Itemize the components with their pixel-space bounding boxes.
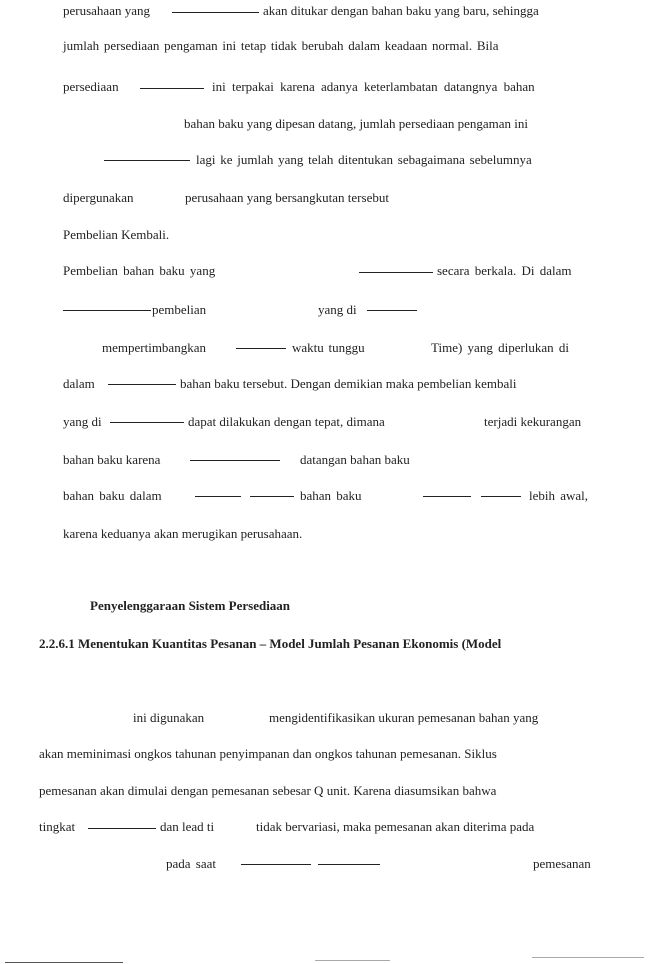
- p2-l2-a: pembelian: [152, 302, 207, 317]
- p2-l6-b: datangan bahan baku: [300, 452, 410, 467]
- blank-line: [140, 88, 204, 89]
- p3-l4-a: tingkat: [39, 819, 76, 834]
- p2-l7-a: bahan baku dalam: [63, 488, 162, 503]
- blank-line: [104, 160, 190, 161]
- p2-l7-c: lebih awal,: [529, 488, 589, 503]
- heading-pembelian-kembali: Pembelian Kembali.: [63, 227, 170, 242]
- p3-l4-b: dan lead ti: [160, 819, 215, 834]
- p2-l8: karena keduanya akan merugikan perusahaan.: [63, 526, 303, 541]
- p2-l5-a: yang di: [63, 414, 102, 429]
- p2-l4-a: dalam: [63, 376, 95, 391]
- p1-l5: lagi ke jumlah yang telah ditentukan sebagaimana sebelumnya: [196, 152, 532, 167]
- blank-line: [423, 496, 471, 497]
- blank-line: [110, 422, 184, 423]
- p2-l3-c: Time) yang diperlukan di: [431, 340, 570, 355]
- blank-line: [63, 310, 151, 311]
- p3-l1-a: ini digunakan: [133, 710, 205, 725]
- blank-line: [367, 310, 417, 311]
- blank-line: [108, 384, 176, 385]
- p1-l6-b: perusahaan yang bersangkutan tersebut: [185, 190, 389, 205]
- p1-l3-b: ini terpakai karena adanya keterlambatan datangnya bahan: [212, 79, 535, 94]
- blank-line: [190, 460, 280, 461]
- p3-l2: akan meminimasi ongkos tahunan penyimpanan dan ongkos tahunan pemesanan. Siklus: [39, 746, 497, 761]
- p1-l6-a: dipergunakan: [63, 190, 134, 205]
- p2-l5-c: terjadi kekurangan: [484, 414, 582, 429]
- p1-l2: jumlah persediaan pengaman ini tetap tidak berubah dalam keadaan normal. Bila: [63, 38, 499, 53]
- blank-line: [195, 496, 241, 497]
- p3-l5-b: pemesanan: [533, 856, 591, 871]
- blank-line: [172, 12, 259, 13]
- footer-rule: [5, 962, 123, 963]
- p3-l4-c: tidak bervariasi, maka pemesanan akan diterima pada: [256, 819, 535, 834]
- p2-l3-a: mempertimbangkan: [102, 340, 206, 355]
- p3-l3: pemesanan akan dimulai dengan pemesanan sebesar Q unit. Karena diasumsikan bahwa: [39, 783, 497, 798]
- p2-l6-a: bahan baku karena: [63, 452, 161, 467]
- footer-mark: [315, 960, 390, 961]
- p2-l1-a: Pembelian bahan baku yang: [63, 263, 216, 278]
- p1-l3-a: persediaan: [63, 79, 119, 94]
- heading-model-eoq: 2.2.6.1 Menentukan Kuantitas Pesanan – Model Jumlah Pesanan Ekonomis (Model: [39, 636, 502, 651]
- blank-line: [481, 496, 521, 497]
- blank-line: [236, 348, 286, 349]
- blank-line: [359, 272, 433, 273]
- blank-line: [250, 496, 294, 497]
- blank-line: [241, 864, 311, 865]
- heading-penyelenggaraan: Penyelenggaraan Sistem Persediaan: [90, 598, 291, 613]
- p2-l5-b: dapat dilakukan dengan tepat, dimana: [188, 414, 385, 429]
- p1-l1-a: perusahaan yang: [63, 3, 150, 18]
- p3-l5-a: pada saat: [166, 856, 217, 871]
- p2-l2-b: yang di: [318, 302, 357, 317]
- p1-l1-b: akan ditukar dengan bahan baku yang baru, sehingga: [263, 3, 539, 18]
- p1-l4: bahan baku yang dipesan datang, jumlah persediaan pengaman ini: [184, 116, 529, 131]
- p2-l1-b: secara berkala. Di dalam: [437, 263, 572, 278]
- footer-mark: [532, 957, 644, 958]
- p3-l1-b: mengidentifikasikan ukuran pemesanan bahan yang: [269, 710, 539, 725]
- blank-line: [88, 828, 156, 829]
- p2-l7-b: bahan baku: [300, 488, 362, 503]
- blank-line: [318, 864, 380, 865]
- p2-l4-b: bahan baku tersebut. Dengan demikian maka pembelian kembali: [180, 376, 517, 391]
- p2-l3-b: waktu tunggu: [292, 340, 365, 355]
